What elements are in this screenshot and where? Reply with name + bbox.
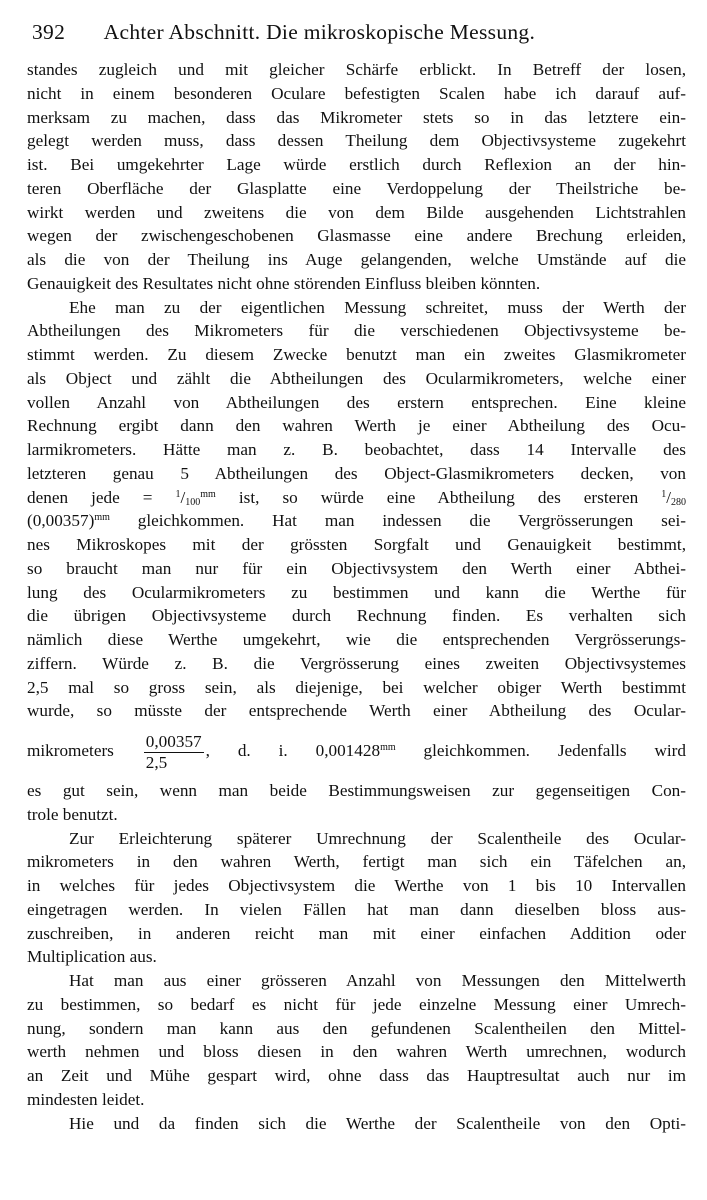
running-header: [32, 20, 692, 45]
text-line: ziffern. Würde z. B. die Vergrösserung eines zweiten Objectivsystemes: [27, 653, 686, 673]
text-line: in welches für jedes Objectivsystem die Werthe von 1 bis 10 Intervallen: [27, 876, 686, 895]
fraction-numerator: 0,00357: [145, 731, 202, 751]
text-line: 2,5 mal so gross sein, als diejenige, bei welcher obiger Werth bestimmt: [27, 677, 686, 697]
text-line: Hie und da finden sich die Werthe der Scalentheile von den Opti-: [69, 1113, 686, 1133]
text-line: stimmt werden. Zu diesem Zwecke benutzt man ein zweites Glasmikrometer: [27, 345, 686, 364]
text-line: an Zeit und Mühe gespart wird, ohne dass das Hauptresultat auch nur im: [27, 1066, 686, 1085]
text-line: mikrometers in den wahren Werth, fertigt man sich ein Täfelchen an,: [27, 852, 686, 872]
text-line: wirkt werden und zweitens die von dem Bilde ausgehenden Lichtstrahlen: [27, 202, 686, 222]
fraction-denominator: 2,5: [145, 752, 168, 772]
text-line: zuschreiben, in anderen reicht man mit einer einfachen Addition oder: [27, 923, 686, 943]
text-line: teren Oberfläche der Glasplatte eine Verdoppelung der Theilstriche be-: [27, 178, 686, 198]
text-line-with-unit: $(0,00357)^{mm}$ gleichkommen. Hat man indessen die Vergrösserungen sei-: [27, 511, 686, 531]
text-line: trole benutzt.: [27, 804, 118, 824]
text-line: lung des Ocularmikrometers zu bestimmen und kann die Werthe für: [27, 582, 686, 602]
text-line-with-fractions: denen jede = $^1/_{100}^{mm}$ ist, so würde eine Abtheilung des ersteren $^1/_{280}$: [27, 487, 687, 508]
text-line: es gut sein, wenn man beide Bestimmungsweisen zur gegenseitigen Con-: [27, 781, 686, 800]
text-line: gelegt werden muss, dass dessen Theilung dem Objectivsysteme zugekehrt: [27, 131, 686, 151]
text-line: Genauigkeit des Resultates nicht ohne störenden Einfluss bleiben könnten.: [27, 273, 541, 293]
text-line: nämlich diese Werthe umgekehrt, wie die entsprechenden Vergrösserungs-: [27, 630, 686, 649]
text-line: wurde, so müsste der entsprechende Werth einer Abtheilung des Ocular-: [27, 701, 686, 721]
text-line: Hat man aus einer grösseren Anzahl von Messungen den Mittelwerth: [69, 971, 686, 990]
text-line: standes zugleich und mit gleicher Schärfe erblickt. In Betreff der losen,: [27, 60, 686, 79]
text-line: mindesten leidet.: [27, 1089, 145, 1109]
page-number: 392: [32, 20, 66, 44]
text-line: Zur Erleichterung späterer Umrechnung der Scalentheile des Ocular-: [69, 828, 686, 848]
text-line: eingetragen werden. In vielen Fällen hat man dann dieselben bloss aus-: [27, 899, 686, 919]
text-line: Rechnung ergibt dann den wahren Werth je einer Abtheilung des Ocu-: [27, 416, 686, 436]
text-line: so braucht man nur für ein Objectivsystem den Werth einer Abthei-: [27, 558, 686, 578]
text-line: Abtheilungen des Mikrometers für die verschiedenen Objectivsysteme be-: [27, 321, 686, 341]
text-line-with-fraction: mikrometers $\frac{0,00357}{2,5}$ , d. i. $0,001428^{mm}$ gleichkommen. Jedenfalls wird: [27, 731, 686, 772]
text-line: Ehe man zu der eigentlichen Messung schreitet, muss der Werth der: [69, 297, 686, 317]
body-text: [27, 58, 686, 1135]
text-line: als die von der Theilung ins Auge gelangenden, welche Umstände auf die: [27, 250, 686, 269]
fraction: [144, 732, 204, 773]
text-line: ist. Bei umgekehrter Lage würde erstlich durch Reflexion an der hin-: [27, 155, 686, 174]
text-line: zu bestimmen, so bedarf es nicht für jede einzelne Messung einer Umrech-: [27, 994, 686, 1014]
text-line: Multiplication aus.: [27, 947, 157, 967]
text-line: als Object und zählt die Abtheilungen des Ocularmikrometers, welche einer: [27, 368, 686, 388]
text-line: larmikrometers. Hätte man z. B. beobachtet, dass 14 Intervalle des: [27, 440, 686, 459]
text-line: nicht in einem besonderen Oculare befestigten Scalen habe ich darauf auf-: [27, 83, 686, 103]
text-line: merksam zu machen, dass das Mikrometer stets so in das letztere ein-: [27, 107, 686, 127]
text-line: werth nehmen und bloss diesen in den wahren Werth umrechnen, wodurch: [27, 1042, 686, 1062]
running-title: Achter Abschnitt. Die mikroskopische Messung.: [103, 20, 536, 44]
text-line: die übrigen Objectivsysteme durch Rechnung finden. Es verhalten sich: [27, 606, 686, 626]
text-line: wegen der zwischengeschobenen Glasmasse eine andere Brechung erleiden,: [27, 226, 686, 246]
text-line: letzteren genau 5 Abtheilungen des Object-Glasmikrometers decken, von: [27, 463, 686, 483]
text-line: nes Mikroskopes mit der grössten Sorgfalt und Genauigkeit bestimmt,: [27, 535, 686, 554]
text-line: nung, sondern man kann aus den gefundenen Scalentheilen den Mittel-: [27, 1018, 686, 1038]
text-line: vollen Anzahl von Abtheilungen des erstern entsprechen. Eine kleine: [27, 392, 686, 412]
